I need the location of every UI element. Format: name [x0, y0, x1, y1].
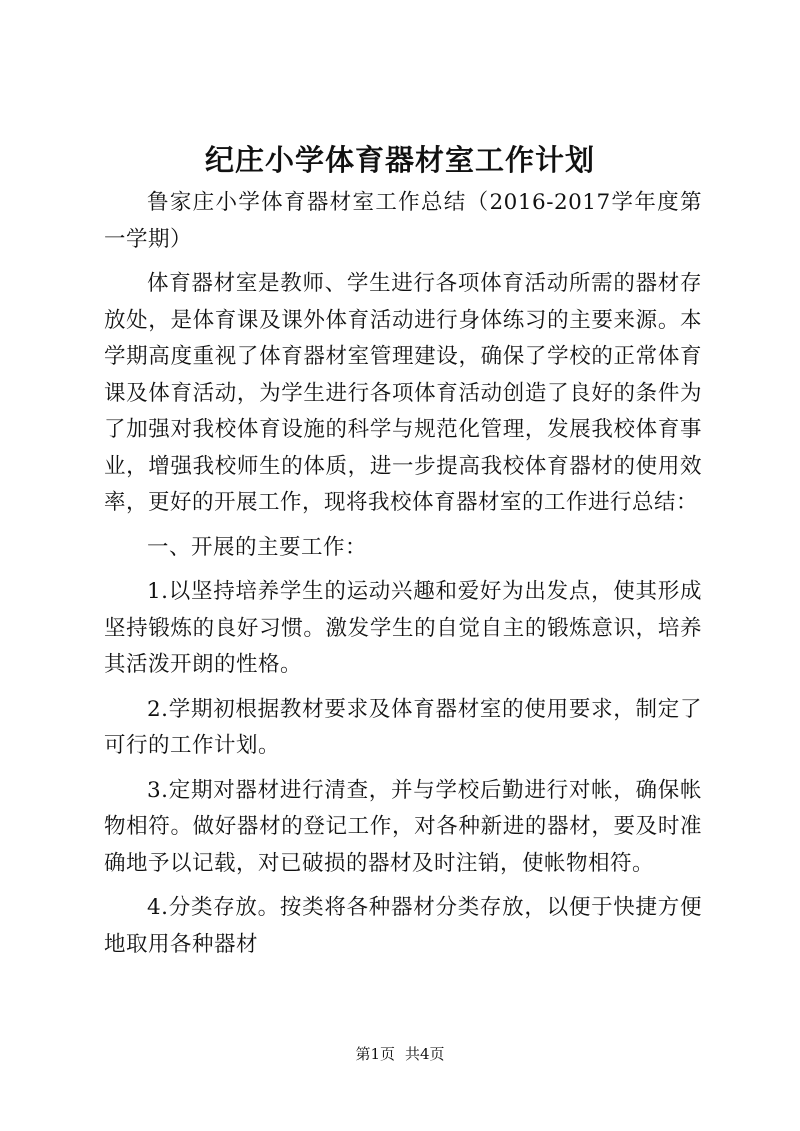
document-body — [104, 185, 702, 963]
paragraph-intro: 体育器材室是教师、学生进行各项体育活动所需的器材存放处，是体育课及课外体育活动进行身体练习的主要来源。本学期高度重视了体育器材室管理建设，确保了学校的正常体育课及体育活动，为学生进行各项体育活动创造了良好的条件为了加强对我校体育设施的科学与规范化管理，发展我校体育事业，增强我校师生的体质，进一步提高我校体育器材的使用效率，更好的开展工作，现将我校体育器材室的工作进行总结： — [104, 271, 702, 515]
list-item-2: 2.学期初根据教材要求及体育器材室的使用要求，制定了可行的工作计划。 — [104, 696, 702, 758]
list-item-1: 1.以坚持培养学生的运动兴趣和爱好为出发点，使其形成坚持锻炼的良好习惯。激发学生的自觉自主的锻炼意识，培养其活泼开朗的性格。 — [104, 579, 702, 677]
paragraph-subtitle: 鲁家庄小学体育器材室工作总结（2016-2017学年度第一学期） — [104, 190, 702, 252]
list-item-4: 4.分类存放。按类将各种器材分类存放，以便于快捷方便地取用各种器材 — [104, 895, 702, 957]
document-title: 纪庄小学体育器材室工作计划 — [204, 143, 595, 177]
list-item-3: 3.定期对器材进行清查，并与学校后勤进行对帐，确保帐物相符。做好器材的登记工作，对各种新进的器材，要及时准确地予以记载，对已破损的器材及时注销，使帐物相符。 — [104, 777, 702, 876]
page-total: 共4页 — [405, 1045, 445, 1063]
page-footer — [0, 1043, 800, 1065]
section-heading-main-work: 一、开展的主要工作： — [147, 534, 368, 560]
page-number: 第1页 — [355, 1045, 395, 1063]
